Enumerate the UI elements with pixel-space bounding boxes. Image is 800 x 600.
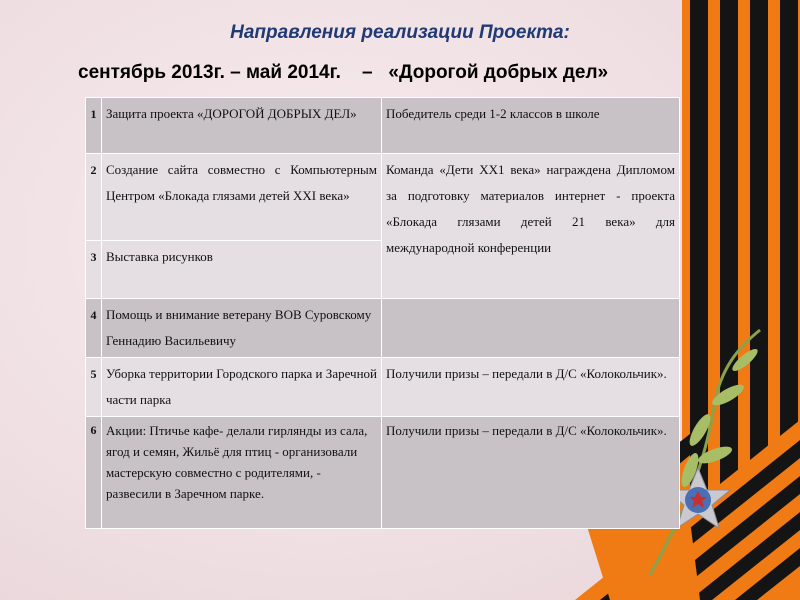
row-number: 1 xyxy=(86,98,102,154)
table-row xyxy=(86,154,680,241)
page-title: Направления реализации Проекта: xyxy=(230,22,570,43)
row-number: 3 xyxy=(86,241,102,299)
table-row xyxy=(86,417,680,529)
table-row xyxy=(86,299,680,358)
activity-cell: Защита проекта «ДОРОГОЙ ДОБРЫХ ДЕЛ» xyxy=(102,98,382,154)
activity-cell: Помощь и внимание ветерану ВОВ Суровскому Геннадию Васильевичу xyxy=(102,299,382,358)
activity-cell: Акции: Птичье кафе- делали гирлянды из сала, ягод и семян, Жильё для птиц - организовали мастерскую совместно с родителями, - развесили в Заречном парке. xyxy=(102,417,382,529)
result-cell: Получили призы – передали в Д/С «Колокольчик». xyxy=(382,417,680,529)
table-row xyxy=(86,98,680,154)
table-row xyxy=(86,358,680,417)
result-cell: Победитель среди 1-2 классов в школе xyxy=(382,98,680,154)
activity-cell: Выставка рисунков xyxy=(102,241,382,299)
result-cell: Команда «Дети XX1 века» награждена Дипломом за подготовку материалов интернет - проекта «Блокада глязами детей 21 века» для международной конференции xyxy=(382,154,680,299)
page-subtitle: сентябрь 2013г. – май 2014г. – «Дорогой добрых дел» xyxy=(78,62,609,83)
row-number: 5 xyxy=(86,358,102,417)
activity-cell: Создание сайта совместно с Компьютерным Центром «Блокада глязами детей XXI века» xyxy=(102,154,382,241)
result-cell xyxy=(382,299,680,358)
row-number: 4 xyxy=(86,299,102,358)
row-number: 6 xyxy=(86,417,102,529)
row-number: 2 xyxy=(86,154,102,241)
activity-cell: Уборка территории Городского парка и Заречной части парка xyxy=(102,358,382,417)
project-directions-table xyxy=(85,97,680,529)
result-cell: Получили призы – передали в Д/С «Колокольчик». xyxy=(382,358,680,417)
